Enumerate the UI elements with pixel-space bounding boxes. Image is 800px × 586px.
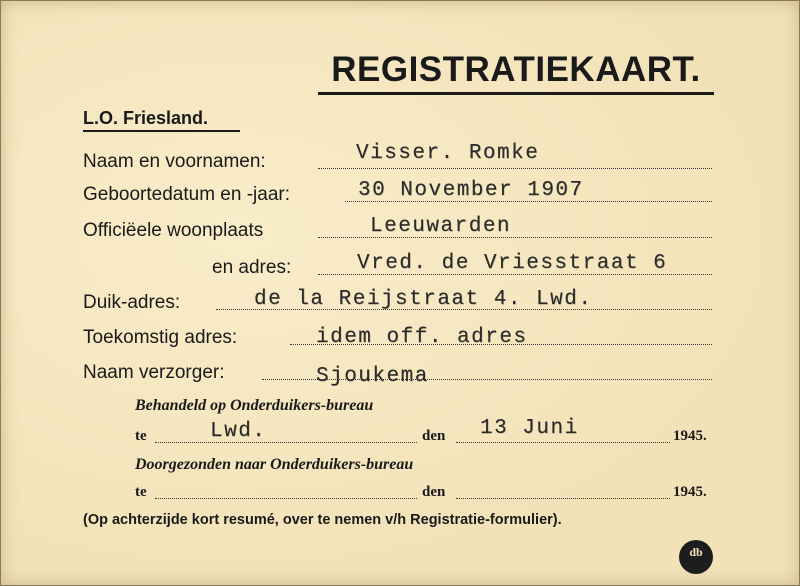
title-underline bbox=[318, 92, 714, 95]
adres-label: en adres: bbox=[212, 257, 292, 278]
geboorte-label: Geboortedatum en -jaar: bbox=[83, 184, 291, 205]
toekomstig-label: Toekomstig adres: bbox=[83, 327, 238, 348]
logo-text: db bbox=[689, 545, 703, 559]
behandeld-den-line bbox=[456, 442, 670, 443]
verzorger-value: Sjoukema bbox=[316, 365, 429, 388]
organization-name: L.O. Friesland. bbox=[83, 108, 209, 128]
verzorger-label: Naam verzorger: bbox=[83, 362, 225, 383]
adres-value: Vred. de Vriesstraat 6 bbox=[357, 252, 668, 275]
behandeld-te-label: te bbox=[135, 428, 147, 444]
woonplaats-value: Leeuwarden bbox=[370, 215, 512, 238]
duik-label: Duik-adres: bbox=[83, 292, 181, 313]
behandeld-te-line bbox=[155, 442, 417, 443]
behandeld-heading: Behandeld op Onderduikers-bureau bbox=[135, 397, 374, 414]
organization-underline bbox=[83, 130, 240, 132]
toekomstig-value: idem off. adres bbox=[316, 326, 528, 349]
naam-line bbox=[318, 168, 712, 169]
behandeld-te-value: Lwd. bbox=[210, 420, 267, 443]
doorgezonden-year: 1945. bbox=[673, 484, 707, 500]
doorgezonden-te-line bbox=[155, 498, 417, 499]
doorgezonden-den-label: den bbox=[422, 484, 446, 500]
card-title: REGISTRATIEKAART. bbox=[331, 50, 701, 89]
duik-value: de la Reijstraat 4. Lwd. bbox=[254, 288, 593, 311]
naam-label: Naam en voornamen: bbox=[83, 151, 266, 172]
doorgezonden-heading: Doorgezonden naar Onderduikers-bureau bbox=[135, 456, 414, 473]
footer-note: (Op achterzijde kort resumé, over te nemen v/h Registratie-formulier). bbox=[83, 512, 562, 528]
woonplaats-label: Officiëele woonplaats bbox=[83, 220, 264, 241]
behandeld-den-label: den bbox=[422, 428, 446, 444]
behandeld-year: 1945. bbox=[673, 428, 707, 444]
geboorte-value: 30 November 1907 bbox=[358, 179, 584, 202]
doorgezonden-te-label: te bbox=[135, 484, 147, 500]
doorgezonden-den-line bbox=[456, 498, 670, 499]
behandeld-den-value: 13 Juni bbox=[480, 417, 579, 440]
naam-value: Visser. Romke bbox=[356, 142, 540, 165]
printer-logo bbox=[679, 540, 713, 574]
